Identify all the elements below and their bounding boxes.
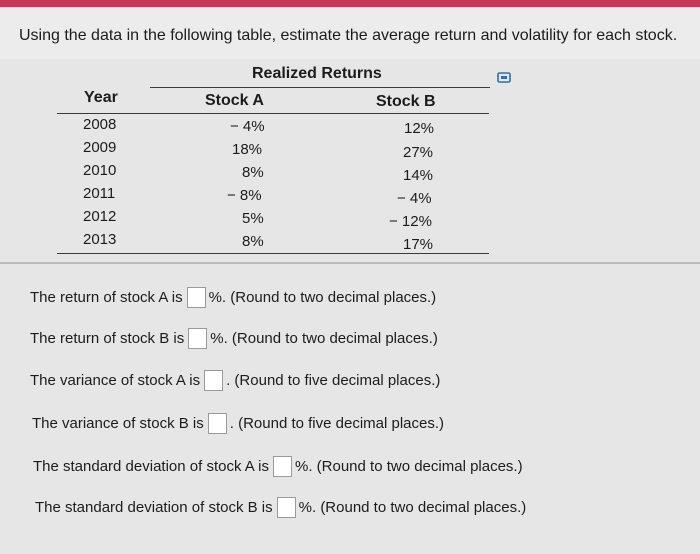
- sd-a-input[interactable]: [273, 456, 292, 477]
- stock-a-cell: 5%: [242, 210, 264, 227]
- year-cell: 2013: [83, 231, 117, 248]
- answer-suffix: %. (Round to two decimal places.): [294, 458, 523, 475]
- top-accent-bar: [0, 0, 700, 7]
- stock-b-cell: 14%: [403, 167, 434, 184]
- stock-b-cell: − 12%: [389, 213, 432, 230]
- answer-line-sd-a: [33, 456, 523, 477]
- realized-returns-header: Realized Returns: [252, 65, 382, 82]
- variance-b-input[interactable]: [208, 413, 227, 434]
- stock-b-cell: 17%: [403, 236, 434, 253]
- stock-a-cell: 18%: [232, 141, 263, 158]
- year-cell: 2009: [83, 139, 117, 156]
- year-cell: 2008: [83, 116, 117, 133]
- stock-a-cell: 8%: [242, 233, 264, 250]
- year-cell: 2010: [83, 162, 117, 179]
- answer-prefix: The return of stock B is: [30, 330, 185, 347]
- answer-line-variance-b: [32, 413, 444, 434]
- table-bottom-rule: [57, 253, 489, 254]
- section-divider: [0, 262, 700, 264]
- answer-prefix: The standard deviation of stock B is: [35, 499, 273, 516]
- header-underline: [150, 87, 490, 88]
- answer-line-return-a: [30, 287, 436, 308]
- copy-icon[interactable]: [497, 72, 512, 84]
- answer-suffix: %. (Round to two decimal places.): [208, 289, 437, 306]
- answer-prefix: The return of stock A is: [30, 289, 183, 306]
- variance-a-input[interactable]: [204, 370, 223, 391]
- stock-b-cell: − 4%: [397, 190, 432, 207]
- return-b-input[interactable]: [188, 328, 207, 349]
- sd-b-input[interactable]: [277, 497, 296, 518]
- stock-a-cell: − 4%: [230, 118, 265, 135]
- column-header-rule: [57, 113, 489, 114]
- stock-b-cell: 27%: [403, 144, 434, 161]
- answer-suffix: . (Round to five decimal places.): [229, 415, 445, 432]
- answer-line-return-b: [30, 328, 438, 349]
- stock-b-cell: 12%: [404, 120, 435, 137]
- answer-suffix: %. (Round to two decimal places.): [210, 330, 438, 347]
- col-header-stock-a: Stock A: [205, 92, 264, 109]
- answer-line-sd-b: [35, 497, 526, 518]
- stock-a-cell: 8%: [242, 164, 264, 181]
- answer-suffix: . (Round to five decimal places.): [226, 372, 441, 389]
- return-a-input[interactable]: [187, 287, 206, 308]
- col-header-stock-b: Stock B: [376, 93, 436, 110]
- answer-suffix: %. (Round to two decimal places.): [298, 499, 527, 516]
- answer-prefix: The standard deviation of stock A is: [33, 458, 269, 475]
- stock-a-cell: − 8%: [227, 187, 262, 204]
- question-text: Using the data in the following table, estimate the average return and volatility for each stock.: [19, 27, 678, 44]
- col-header-year: Year: [84, 89, 118, 106]
- answer-prefix: The variance of stock B is: [32, 415, 204, 432]
- answer-prefix: The variance of stock A is: [30, 372, 201, 389]
- year-cell: 2012: [83, 208, 117, 225]
- year-cell: 2011: [83, 185, 116, 202]
- answer-line-variance-a: [30, 370, 440, 391]
